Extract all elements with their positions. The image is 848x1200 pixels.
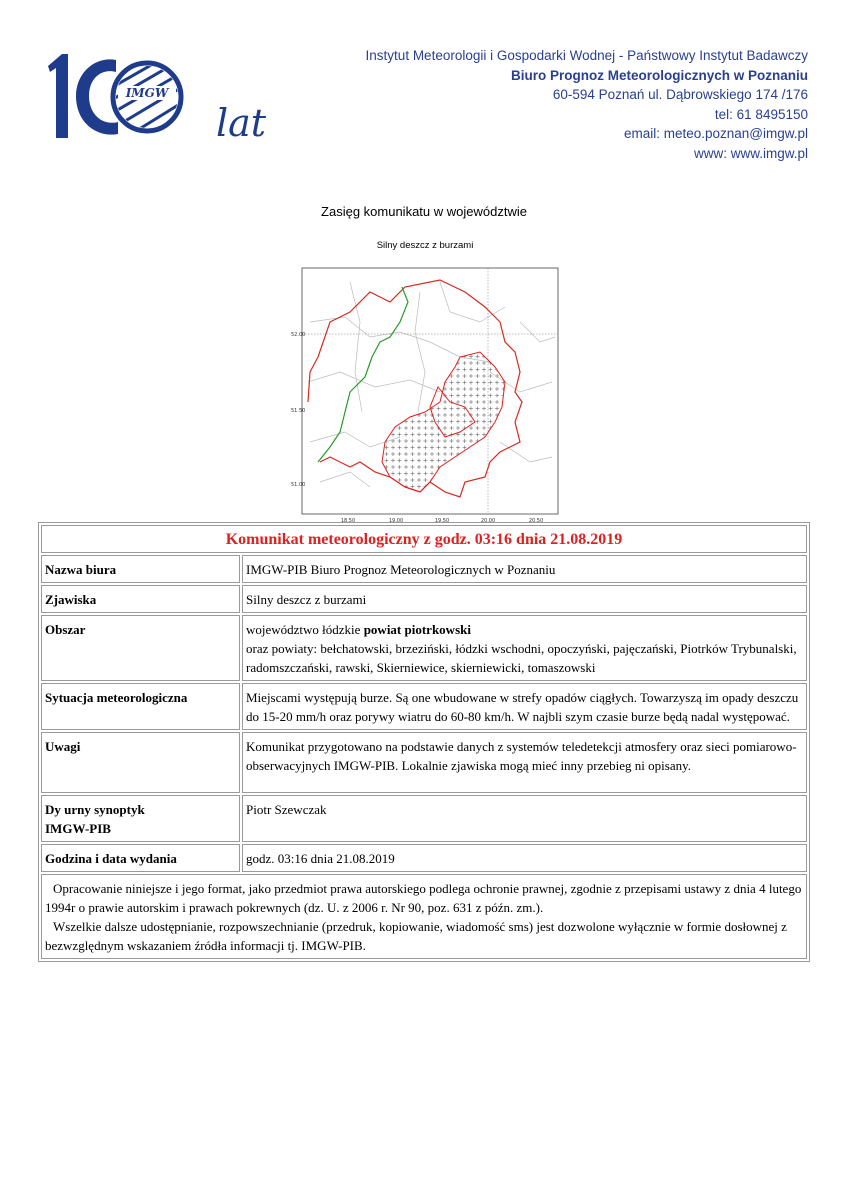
svg-text:IMGW: IMGW (125, 86, 169, 100)
area-rest: oraz powiaty: bełchatowski, brzeziński, łódzki wschodni, opoczyński, pajęczański, Piotrków Trybunalski, radomszczański, rawski, Skierniewice, skierniewicki, tomaszowski (246, 641, 797, 675)
row-label: Uwagi (41, 732, 240, 793)
area-highlight: powiat piotrkowski (363, 622, 471, 637)
x-tick-label: 18.50 (340, 518, 356, 524)
row-value: Miejscami występują burze. Są one wbudowane w strefy opadów ciągłych. Towarzyszą im opady deszczu do 15-20 mm/h oraz porywy wiatru do 60-80 km/h. W najbli szym czasie burze będą nadal występować. (242, 683, 807, 730)
row-label: Sytuacja meteorologiczna (41, 683, 240, 730)
map-caption: Zasięg komunikatu w województwie (321, 204, 527, 219)
x-tick-label: 20.00 (480, 518, 496, 524)
table-row (41, 683, 807, 730)
row-value: Komunikat przygotowano na podstawie danych z systemów teledetekcji atmosfery oraz sieci pomiarowo-obserwacyjnych IMGW-PIB. Lokalnie zjawiska mogą mieć inny przebieg ni opisany. (242, 732, 807, 793)
email-link[interactable]: email: meteo.poznan@imgw.pl (623, 126, 808, 141)
row-label: Nazwa biura (41, 555, 240, 583)
map-title: Silny deszcz z burzami (376, 240, 474, 251)
table-row (41, 732, 807, 793)
table-row (41, 844, 807, 872)
copyright-line-1: Opracowanie niniejsze i jego format, jako przedmiot prawa autorskiego podlega ochronie prawnej, zgodnie z przepisami ustawy z dnia 4 lutego 1994r o prawie autorskim i prawach pokrewnych (dz. U. z 2006 r. Nr 90, poz. 631 z późn. zm.). (45, 881, 802, 915)
report-table (38, 522, 810, 962)
svg-text:lat: lat (216, 101, 267, 145)
report-title: Komunikat meteorologiczny z godz. 03:16 dnia 21.08.2019 (41, 525, 807, 553)
table-row (41, 795, 807, 842)
table-row (41, 555, 807, 583)
copyright-line-2: Wszelkie dalsze udostępnianie, rozpowszechnianie (przedruk, kopiowanie, wiadomość sms) jest dozwolone wyłącznie w formie dosłownej z bezwzględnym wskazaniem źródła informacji tj. IMGW-PIB. (45, 919, 787, 953)
row-label: Obszar (41, 615, 240, 681)
y-tick-label: 51.50 (291, 408, 306, 414)
row-label (41, 795, 240, 842)
x-tick-label: 20.50 (528, 518, 544, 524)
area-value (242, 615, 807, 681)
footer-row (41, 874, 807, 959)
map-figure (290, 262, 560, 527)
row-value: Silny deszcz z burzami (242, 585, 807, 613)
x-tick-label: 19.00 (388, 518, 404, 524)
forecaster-label: Dy urny synoptyk (45, 802, 145, 817)
institute-name: Instytut Meteorologii i Gospodarki Wodnej - Państwowy Instytut Badawczy (365, 48, 808, 63)
area-prefix: województwo łódzkie (246, 622, 364, 637)
address: 60-594 Poznań ul. Dąbrowskiego 174 /176 (552, 87, 808, 102)
row-value: godz. 03:16 dnia 21.08.2019 (242, 844, 807, 872)
contact-block (288, 46, 808, 163)
row-label: Godzina i data wydania (41, 844, 240, 872)
table-row (41, 585, 807, 613)
row-value: Piotr Szewczak (242, 795, 807, 842)
row-label: Zjawiska (41, 585, 240, 613)
y-tick-label: 52.00 (291, 332, 306, 338)
warning-map (290, 238, 560, 528)
website-link[interactable]: www: www.imgw.pl (693, 145, 808, 161)
map-frame (302, 268, 558, 514)
report-title-row (41, 525, 807, 553)
office-name: Biuro Prognoz Meteorologicznych w Poznaniu (510, 67, 808, 83)
copyright-notice (41, 874, 807, 959)
table-row (41, 615, 807, 681)
y-tick-label: 51.00 (291, 482, 306, 488)
forecaster-org: IMGW-PIB (45, 821, 111, 836)
imgw-100-lat-logo (44, 52, 267, 145)
row-value: IMGW-PIB Biuro Prognoz Meteorologicznych w Poznaniu (242, 555, 807, 583)
x-tick-label: 19.50 (434, 518, 450, 524)
phone: tel: 61 8495150 (714, 106, 808, 122)
